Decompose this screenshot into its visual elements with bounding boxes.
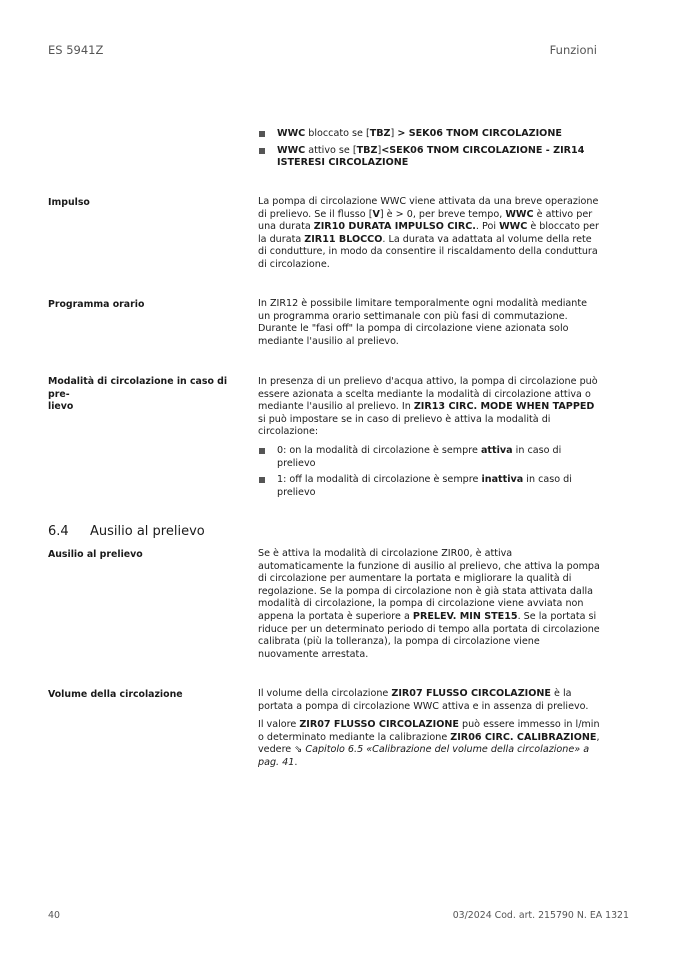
- text: 1: off la modalità di circolazione è sempre: [277, 474, 482, 486]
- paragraph: [258, 688, 600, 713]
- text: Se è attiva la modalità di circolazione ZIR00, è attiva automaticamente la funzione di ausilio al prelievo, che attiva la pompa di circolazione per aumentare la portata e migliorare la qualità di regolazione. Se la pompa di circolazione non è già stata attivata dalla modalità di circolazione, la pompa di circolazione viene avviata non appena la portata è superiore a: [258, 548, 600, 622]
- modalita-label: Modalità di circolazione in caso di pre- lievo: [48, 376, 228, 413]
- ausilio-label: Ausilio al prelievo: [48, 549, 143, 560]
- term: ZIR10 DURATA IMPULSO CIRC.: [313, 221, 476, 233]
- list-item: [258, 128, 600, 141]
- square-bullet-icon: [259, 448, 265, 454]
- term: attiva: [480, 444, 513, 456]
- modalita-options-list: [258, 445, 600, 499]
- text: può essere immesso in l/min o determinato mediante la calibrazione: [258, 719, 600, 743]
- list-item: [258, 445, 600, 470]
- text: si può impostare se in caso di prelievo è attiva la modalità di circolazione:: [258, 413, 551, 438]
- section-title: Ausilio al prelievo: [90, 524, 205, 539]
- term: TBZ: [356, 144, 378, 156]
- chapter-cross-reference-link[interactable]: Capitolo 6.5 «Calibrazione del volume della circolazione» a pag. 41: [258, 744, 590, 768]
- paragraph: [258, 548, 600, 661]
- text: . Poi: [475, 221, 500, 233]
- header-doc-id: ES 5941Z: [48, 43, 104, 57]
- term: WWC: [277, 144, 306, 156]
- text: Il valore: [258, 719, 300, 731]
- paragraph: [258, 196, 600, 272]
- text: Il volume della circolazione: [258, 688, 392, 699]
- text: attivo se [: [305, 144, 357, 156]
- square-bullet-icon: [259, 131, 265, 137]
- text: In presenza di un prelievo d'acqua attivo, la pompa di circolazione può essere azionata a scelta mediante la modalità di circolazione attiva o mediante l'ausilio al prelievo. In: [258, 376, 598, 413]
- text: in caso di prelievo: [277, 444, 562, 469]
- volume-text: [258, 688, 600, 776]
- text: in caso di prelievo: [277, 474, 572, 498]
- text: bloccato se [: [305, 128, 370, 139]
- top-conditions: [258, 128, 600, 174]
- impulso-text: [258, 196, 600, 278]
- term: > SEK06 TNOM CIRCOLAZIONE: [397, 128, 562, 139]
- impulso-label: Impulso: [48, 197, 90, 208]
- modalita-text: [258, 376, 600, 503]
- text: è la portata a pompa di circolazione WWC attiva e in assenza di prelievo.: [258, 688, 589, 712]
- term: <SEK06 TNOM CIRCOLAZIONE - ZIR14 ISTERESI CIRCOLAZIONE: [277, 144, 585, 169]
- cross-reference-arrow-icon: ⇘: [294, 744, 303, 756]
- section-heading: [48, 526, 205, 539]
- term: V: [372, 208, 380, 220]
- square-bullet-icon: [259, 477, 265, 483]
- text: ]: [377, 144, 382, 156]
- term: PRELEV. MIN STE15: [412, 610, 518, 622]
- paragraph: In ZIR12 è possibile limitare temporalmente ogni modalità mediante un programma orario settimanale con più fasi di commutazione. Durante le "fasi off" la pompa di circolazione viene azionata solo mediante l'ausilio al prelievo.: [258, 298, 587, 347]
- square-bullet-icon: [259, 148, 265, 154]
- term: WWC: [505, 208, 534, 220]
- ausilio-text: [258, 548, 600, 667]
- text: .: [294, 756, 298, 768]
- text: è bloccato per la durata: [258, 221, 599, 245]
- page-number: 40: [48, 910, 60, 921]
- term: ZIR07 FLUSSO CIRCOLAZIONE: [299, 719, 459, 731]
- text: è attivo per una durata: [258, 208, 593, 233]
- term: TBZ: [369, 128, 391, 139]
- text: . La durata va adattata al volume della rete di condutture, in modo da consentire il riscaldamento della conduttura di circolazione.: [258, 233, 598, 270]
- term: inattiva: [481, 474, 524, 486]
- volume-label: Volume della circolazione: [48, 689, 183, 700]
- header-section-title: Funzioni: [549, 43, 597, 57]
- term: ZIR07 FLUSSO CIRCOLAZIONE: [391, 688, 551, 699]
- list-item: [258, 145, 600, 170]
- text: , vedere: [258, 731, 600, 756]
- section-number: 6.4: [48, 524, 69, 539]
- paragraph: [258, 719, 600, 769]
- programma-label: Programma orario: [48, 299, 145, 310]
- text: ]: [390, 128, 398, 139]
- term: WWC: [277, 128, 306, 139]
- paragraph: [258, 376, 600, 439]
- text: . Se la portata si riduce per un determinato periodo di tempo alla portata di circolazione calibrata (più la tolleranza), la pompa di circolazione viene nuovamente arrestata.: [258, 610, 600, 660]
- term: ZIR13 CIRC. MODE WHEN TAPPED: [413, 401, 595, 413]
- term: ZIR11 BLOCCO: [304, 233, 383, 245]
- text: La pompa di circolazione WWC viene attivata da una breve operazione di prelievo. Se il flusso [: [258, 196, 599, 220]
- top-bullet-list: [258, 128, 600, 170]
- footer-article-info: 03/2024 Cod. art. 215790 N. EA 1321: [452, 910, 629, 921]
- term: ZIR06 CIRC. CALIBRAZIONE: [450, 731, 597, 743]
- list-item: [258, 474, 600, 499]
- term: WWC: [499, 221, 528, 233]
- text: 0: on la modalità di circolazione è sempre: [277, 444, 481, 456]
- programma-text: [258, 298, 600, 354]
- text: ] è > 0, per breve tempo,: [379, 208, 506, 220]
